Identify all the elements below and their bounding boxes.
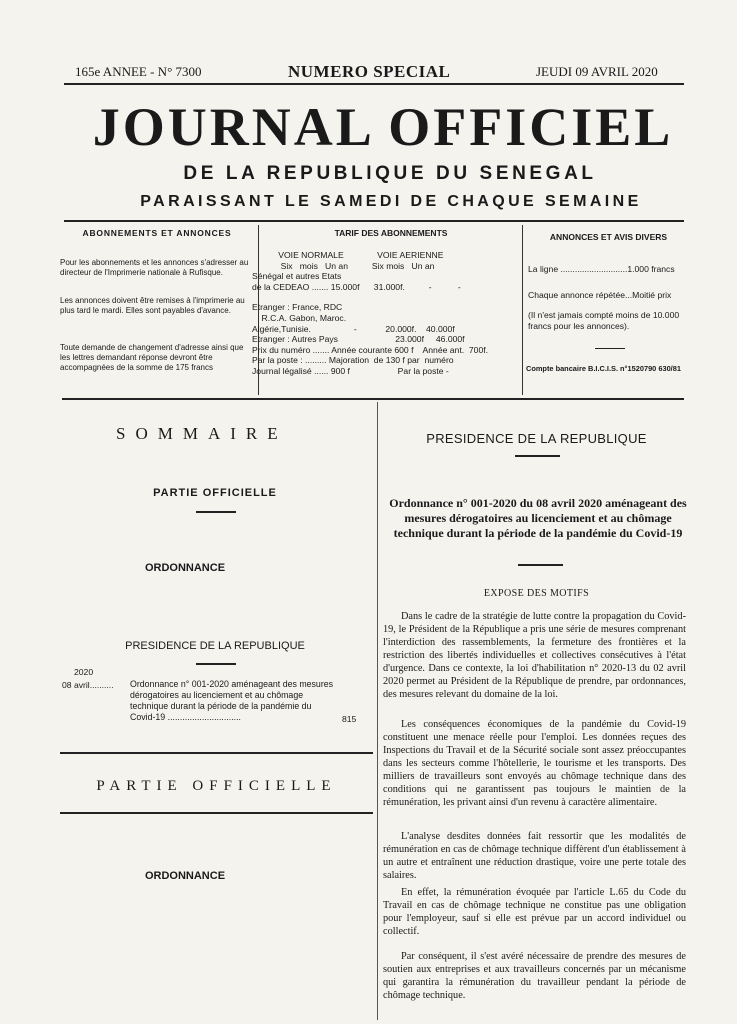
tarif-row: VOIE NORMALE VOIE AERIENNE bbox=[252, 250, 444, 260]
abonnements-text-3: Toute demande de changement d'adresse ainsi que les lettres demandant réponse devront être accompagnées de la somme de 175 francs bbox=[60, 343, 244, 372]
sommaire-date: 08 avril.......... bbox=[62, 680, 114, 690]
ordonnance-heading-2: ORDONNANCE bbox=[144, 870, 226, 882]
annonces-minimum: (Il n'est jamais compté moins de 10.000 francs pour les annonces). bbox=[528, 310, 680, 331]
tarif-heading: TARIF DES ABONNEMENTS bbox=[334, 228, 448, 238]
edition-label: NUMERO SPECIAL bbox=[288, 62, 451, 81]
masthead-rule bbox=[64, 220, 684, 222]
presidence-rule bbox=[196, 663, 236, 665]
journal-subtitle: DE LA REPUBLIQUE DU SENEGAL bbox=[183, 163, 597, 184]
abonnements-heading: ABONNEMENTS ET ANNONCES bbox=[82, 228, 232, 238]
tarif-row: Etranger : France, RDC bbox=[252, 302, 343, 313]
ordonnance-heading: ORDONNANCE bbox=[144, 562, 226, 574]
sommaire-entry: Ordonnance n° 001-2020 aménageant des mesures dérogatoires au licenciement et au chômage technique durant la période de la pandémie du Covid-19 .............................. bbox=[130, 679, 334, 722]
tarif-table bbox=[252, 250, 522, 377]
annonces-line: La ligne ............................1.000 francs bbox=[528, 264, 675, 274]
tarif-row bbox=[252, 292, 522, 302]
journal-title: JOURNAL OFFICIEL bbox=[92, 97, 674, 157]
partie-rule bbox=[60, 812, 373, 814]
annonces-rule bbox=[595, 348, 625, 349]
expose-paragraph: L'analyse desdites données fait ressortir que les modalités de rémunération en cas de chômage technique diffèrent d'un établissement à un autre et entraînent une réduction drastique, voire une perte totale des salaires. bbox=[383, 831, 686, 881]
expose-heading: EXPOSE DES MOTIFS bbox=[483, 588, 590, 599]
sommaire-page: 815 bbox=[342, 714, 357, 724]
tarif-row: Journal légalisé ...... 900 f Par la poste - bbox=[252, 365, 449, 376]
tarif-row: Etranger : Autres Pays 23.000f 46.000f bbox=[252, 334, 465, 345]
tarif-row: Prix du numéro ....... Année courante 600 f Année ant. 700f. bbox=[252, 344, 489, 355]
periodicity: PARAISSANT LE SAMEDI DE CHAQUE SEMAINE bbox=[140, 193, 642, 210]
ordonnance-title: Ordonnance n° 001-2020 du 08 avril 2020 aménageant des mesures dérogatoires au licenciement et au chômage technique durant la période de la pandémie du Covid-19 bbox=[389, 496, 687, 540]
column-divider-2 bbox=[522, 225, 523, 395]
tarif-row: Par la poste : ......... Majoration de 130 f par numéro bbox=[252, 355, 454, 366]
presidence-title-rule bbox=[515, 455, 560, 457]
sommaire-year: 2020 bbox=[74, 667, 94, 677]
top-section-rule bbox=[62, 398, 684, 400]
sommaire-bottom-rule bbox=[60, 752, 373, 754]
annonces-heading: ANNONCES ET AVIS DIVERS bbox=[549, 232, 668, 242]
presidence-title: PRESIDENCE DE LA REPUBLIQUE bbox=[426, 431, 647, 446]
abonnements-text-1: Pour les abonnements et les annonces s'adresser au directeur de l'Imprimerie nationale à Rufisque. bbox=[60, 258, 249, 277]
expose-paragraph: Par conséquent, il s'est avéré nécessaire de prendre des mesures de soutien aux entreprises et aux travailleurs concernés par un mécanisme qui garantira la rémunération du travailleur pendant la période de chômage technique. bbox=[383, 951, 686, 1001]
tarif-row: Sénégal et autres Etats bbox=[252, 271, 342, 282]
partie-officielle-title: PARTIE OFFICIELLE bbox=[96, 778, 337, 794]
issue-date: JEUDI 09 AVRIL 2020 bbox=[536, 64, 658, 79]
abonnements-text-2: Les annonces doivent être remises à l'imprimerie au plus tard le mardi. Elles sont payables d'avance. bbox=[60, 296, 245, 315]
tarif-row: Algérie,Tunisie. - 20.000f. 40.000f bbox=[252, 323, 455, 334]
ordonnance-title-rule bbox=[518, 564, 563, 566]
tarif-row: Six mois Un an Six mois Un an bbox=[252, 260, 435, 271]
expose-paragraph: Les conséquences économiques de la pandémie du Covid-19 constituent une menace réelle pour l'emploi. Les données reçues des Inspections du Travail et de la Sécurité sociale sont assez préoccupantes dans les secteurs comme l'hôtellerie, le tourisme et les transports. Des milliers de travailleurs sont envoyés au chômage technique dans des conditions qui ne garantissent pas toujours le maintien de la rémunération, les privant ainsi d'un revenu à caractère alimentaire. bbox=[383, 719, 686, 808]
sommaire-title: SOMMAIRE bbox=[116, 424, 288, 443]
annonces-repeat: Chaque annonce répétée...Moitié prix bbox=[528, 290, 672, 300]
tarif-row: R.C.A. Gabon, Maroc. bbox=[252, 312, 347, 323]
sommaire-rule bbox=[196, 511, 236, 513]
tarif-row: de la CEDEAO ....... 15.000f 31.000f. - - bbox=[252, 281, 461, 292]
presidence-heading: PRESIDENCE DE LA REPUBLIQUE bbox=[125, 640, 305, 652]
bank-account: Compte bancaire B.I.C.I.S. n°1520790 630/81 bbox=[526, 364, 681, 373]
expose-paragraph: Dans le cadre de la stratégie de lutte contre la propagation du Covid-19, le Président de la République a pris une série de mesures comprenant l'interdiction des rassemblements, la fermeture des frontières et la restriction des libertés individuelles et collectives consécutives à l'état d'urgence. Dans ce contexte, la loi d'habilitation n° 2020-13 du 02 avril 2020 permet au Président de la République de prendre, par ordonnances, des mesures relevant du domaine de la loi. bbox=[383, 611, 686, 700]
header-rule bbox=[64, 83, 684, 85]
issue-number: 165e ANNEE - N° 7300 bbox=[75, 64, 202, 79]
main-column-divider bbox=[377, 402, 378, 1020]
partie-officielle-heading: PARTIE OFFICIELLE bbox=[153, 487, 277, 499]
expose-paragraph: En effet, la rémunération évoquée par l'article L.65 du Code du Travail en cas de chômage technique ne constitue pas une obligation pour l'employeur, sauf si elle est prévue par un accord individuel ou collectif. bbox=[383, 887, 686, 937]
